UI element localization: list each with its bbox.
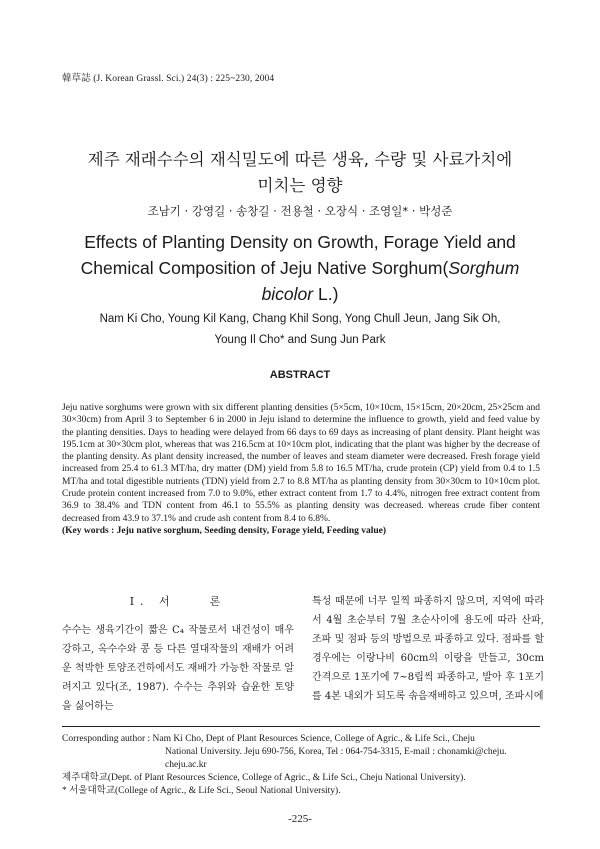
footnotes (62, 733, 540, 798)
journal-citation: 韓草誌 (J. Korean Grassl. Sci.) 24(3) : 225~230, 2004 (62, 74, 275, 84)
korean-title-line-1: 제주 재래수수의 재식밀도에 따른 생육, 수량 및 사료가치에 (87, 150, 513, 169)
intro-left-column (62, 593, 294, 716)
intro-paragraph-right: 특성 때문에 너무 일찍 파종하지 않으며, 지역에 따라서 4월 초순부터 7월 초순사이에 용도에 따라 산파, 조파 및 점파 등의 방법으로 파종하고 있다. 점파를 할 경우에는 이랑나비 60cm의 이랑을 만들고, 30cm 간격으로 1포기에 7~8립씩 파종하고, 발아 후 1포기를 4본 내외가 되도록 솎음재배하고 있으며, 조파시에 (312, 596, 544, 702)
section-heading-introduction: I. 서 론 (129, 595, 227, 608)
abstract-text: Jeju native sorghums were grown with six different planting densities (5×5cm, 10×10cm, 15×15cm, 20×20cm, 25×25cm and 30×30cm) from April 3 to September 6 in 2000 in Jeju island to determine the influence to growth, yield and feed value by the planting densities. Days to heading were delayed from 66 days to 69 days as increasing of plant density. Plant height was 195.1cm at 30×30cm plot, whereas that was 216.5cm at 10×10cm plot, indicating that the plant was higher by the decrease of the planting density. As plant density increased, the number of leaves and steam diameter were decreased. Fresh forage yield increased from 25.4 to 61.3 MT/ha, dry matter (DM) yield from 5.8 to 16.5 MT/ha, crude protein (CP) yield from 0.4 to 1.5 MT/ha and total digestible nutrients (TDN) yield from 2.7 to 8.8 MT/ha as planting density from 30×30cm to 10×10cm plot. Crude protein content increased from 7.0 to 9.0%, ether extract content from 1.7 to 4.4%, nitrogen free extract content from 36.9 to 38.4% and TDN content from 46.1 to 55.5% as planting density was decreased. whereas crude fiber content decreased from 43.9 to 37.1% and crude ash content from 8.4 to 6.8%. (62, 403, 540, 524)
affiliation-seoul: * 서울대학교(College of Agric., & Life Sci., Seoul National University). (62, 786, 341, 796)
page-number: -225- (288, 813, 312, 825)
english-title-line-2-text: Chemical Composition of Jeju Native Sorghum( (80, 258, 449, 278)
english-title-genus: Sorghum (448, 258, 520, 278)
english-title-species: bicolor (261, 284, 314, 304)
intro-paragraph-left: 수수는 생육기간이 짧은 C₄ 작물로서 내건성이 매우 강하고, 옥수수와 콩 등 다른 열대작물의 재배가 어려운 척박한 토양조건하에서도 재배가 가능한 작물로 알려지고 있다(조, 1987). 수수는 추위와 습윤한 토양을 싫어하는 (62, 624, 294, 712)
english-title-line-3-text: L.) (313, 284, 339, 304)
corresponding-author-line-2: National University. Jeju 690-756, Korea, Tel : 064-754-3315, E-mail : chonamki@cheju. (165, 747, 507, 757)
english-title-line-1: Effects of Planting Density on Growth, Forage Yield and (84, 232, 516, 252)
keywords: (Key words : Jeju native sorghum, Seeding density, Forage yield, Feeding value) (62, 525, 387, 536)
footnote-divider (62, 726, 540, 727)
english-authors-line-2: Young Il Cho* and Sung Jun Park (214, 334, 386, 346)
affiliation-cheju: 제주대학교(Dept. of Plant Resources Science, College of Agric., & Life Sci., Cheju National University). (62, 773, 466, 783)
corresponding-author-line-1: Corresponding author : Nam Ki Cho, Dept of Plant Resources Science, College of Agric., & Life Sci., Cheju (62, 734, 475, 744)
abstract-body (62, 402, 540, 537)
abstract-heading: ABSTRACT (269, 369, 331, 381)
korean-authors: 조남기 · 강영길 · 송창길 · 전용철 · 오장식 · 조영일* · 박성준 (147, 204, 453, 218)
english-authors-line-1: Nam Ki Cho, Young Kil Kang, Chang Khil Song, Yong Chull Jeun, Jang Sik Oh, (99, 313, 501, 325)
intro-right-column (312, 593, 544, 706)
english-title-line-2 (40, 258, 560, 279)
english-title-line-3 (40, 284, 560, 305)
korean-title-line-2: 미치는 영향 (257, 176, 343, 195)
corresponding-author-line-3: cheju.ac.kr (165, 760, 207, 770)
